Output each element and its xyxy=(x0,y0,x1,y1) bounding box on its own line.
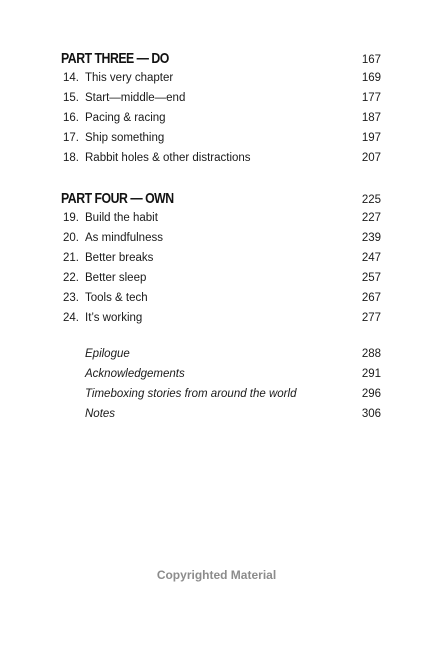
chapter-number: 19. xyxy=(63,212,79,224)
back-matter-page-number: 291 xyxy=(361,368,381,380)
chapter-title: Better breaks xyxy=(85,252,154,264)
chapter-number: 18. xyxy=(63,152,79,164)
chapter-title: Pacing & racing xyxy=(85,112,166,124)
chapter-page-number: 187 xyxy=(361,112,381,124)
chapter-number: 20. xyxy=(63,232,79,244)
chapter-title: Ship something xyxy=(85,132,165,144)
chapter-page-number: 227 xyxy=(361,212,381,224)
toc-entry xyxy=(61,72,381,92)
part-page-number: 225 xyxy=(361,194,381,206)
copyright-footer: Copyrighted Material xyxy=(156,568,277,582)
back-matter-entry xyxy=(61,348,381,368)
chapter-number: 21. xyxy=(63,252,79,264)
part-title: PART THREE — DO xyxy=(61,50,169,67)
toc-entry xyxy=(61,292,381,312)
toc-entry xyxy=(61,132,381,152)
chapter-number: 17. xyxy=(63,132,79,144)
chapter-number: 16. xyxy=(63,112,79,124)
chapter-page-number: 267 xyxy=(361,292,381,304)
section-spacer xyxy=(61,332,381,348)
part-header xyxy=(61,190,381,212)
chapter-page-number: 239 xyxy=(361,232,381,244)
toc-entry xyxy=(61,112,381,132)
back-matter-title: Notes xyxy=(85,408,116,420)
chapter-number: 23. xyxy=(63,292,79,304)
chapter-page-number: 207 xyxy=(361,152,381,164)
back-matter-page-number: 288 xyxy=(361,348,381,360)
toc-entry xyxy=(61,272,381,292)
chapter-title: Better sleep xyxy=(85,272,147,284)
toc-entry xyxy=(61,232,381,252)
toc-entry xyxy=(61,92,381,112)
chapter-page-number: 177 xyxy=(361,92,381,104)
chapter-title: Build the habit xyxy=(85,212,158,224)
toc-entry xyxy=(61,252,381,272)
toc-entry xyxy=(61,212,381,232)
back-matter-entry xyxy=(61,408,381,428)
chapter-title: Rabbit holes & other distractions xyxy=(85,152,251,164)
chapter-title: Start—middle—end xyxy=(85,92,186,104)
chapter-title: This very chapter xyxy=(85,72,174,84)
chapter-number: 24. xyxy=(63,312,79,324)
back-matter-title: Epilogue xyxy=(85,348,130,360)
table-of-contents xyxy=(61,50,381,428)
chapter-number: 22. xyxy=(63,272,79,284)
chapter-number: 15. xyxy=(63,92,79,104)
chapter-page-number: 257 xyxy=(361,272,381,284)
chapter-page-number: 197 xyxy=(361,132,381,144)
back-matter-title: Acknowledgements xyxy=(85,368,185,380)
chapter-page-number: 277 xyxy=(361,312,381,324)
back-matter-entry xyxy=(61,388,381,408)
part-title: PART FOUR — OWN xyxy=(61,190,174,207)
back-matter-title: Timeboxing stories from around the world xyxy=(85,388,297,400)
toc-entry xyxy=(61,312,381,332)
back-matter-page-number: 306 xyxy=(361,408,381,420)
toc-entry xyxy=(61,152,381,172)
chapter-title: It’s working xyxy=(85,312,143,324)
chapter-page-number: 169 xyxy=(361,72,381,84)
chapter-title: As mindfulness xyxy=(85,232,163,244)
chapter-number: 14. xyxy=(63,72,79,84)
part-header xyxy=(61,50,381,72)
back-matter-entry xyxy=(61,368,381,388)
chapter-page-number: 247 xyxy=(361,252,381,264)
back-matter-page-number: 296 xyxy=(361,388,381,400)
part-page-number: 167 xyxy=(361,54,381,66)
section-spacer xyxy=(61,172,381,190)
chapter-title: Tools & tech xyxy=(85,292,148,304)
